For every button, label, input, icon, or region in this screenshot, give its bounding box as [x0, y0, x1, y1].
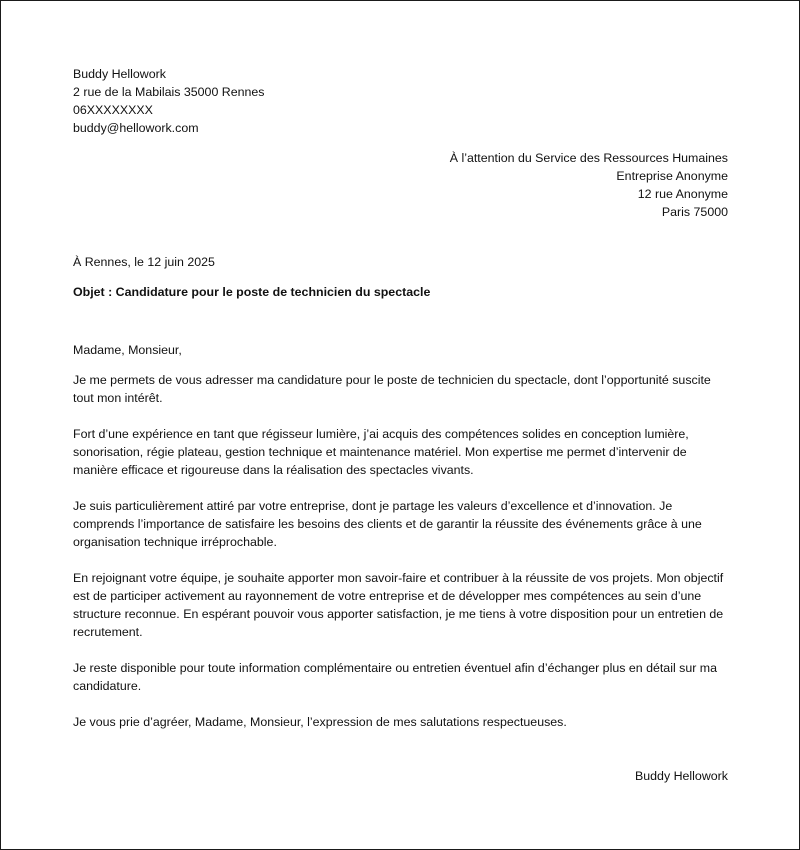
sender-phone: 06XXXXXXXX — [73, 103, 153, 117]
body-paragraph: Je suis particulièrement attiré par votre entreprise, dont je partage les valeurs d’excellence et d’innovation. Je comprends l’importance de satisfaire les besoins des clients et de garantir la réussite des événements grâce à une organisation technique irréprochable. — [73, 499, 702, 549]
date-line: À Rennes, le 12 juin 2025 — [73, 255, 215, 269]
sender-name: Buddy Hellowork — [73, 67, 166, 81]
recipient-company: Entreprise Anonyme — [616, 169, 728, 183]
closing-formula: Je vous prie d’agréer, Madame, Monsieur, l’expression de mes salutations respectueuses. — [73, 715, 567, 729]
recipient-attention: À l’attention du Service des Ressources Humaines — [449, 151, 728, 165]
body-paragraph: Je me permets de vous adresser ma candidature pour le poste de technicien du spectacle, dont l’opportunité suscite tout mon intérêt. — [73, 373, 711, 405]
letter-content — [73, 65, 728, 785]
signature: Buddy Hellowork — [635, 769, 728, 783]
sender-email: buddy@hellowork.com — [73, 121, 199, 135]
recipient-street: 12 rue Anonyme — [637, 187, 728, 201]
sender-block — [73, 65, 728, 137]
body-paragraph: En rejoignant votre équipe, je souhaite apporter mon savoir-faire et contribuer à la réussite de vos projets. Mon objectif est de participer activement au rayonnement de votre entreprise et de développer mes compétences au sein d’une structure reconnue. En espérant pouvoir vous apporter satisfaction, je me tiens à votre disposition pour un entretien de recrutement. — [73, 571, 724, 639]
recipient-city: Paris 75000 — [661, 205, 728, 219]
greeting: Madame, Monsieur, — [73, 343, 182, 357]
body-paragraph: Fort d’une expérience en tant que régisseur lumière, j’ai acquis des compétences solides en conception lumière, sonorisation, régie plateau, gestion technique et maintenance matériel. Mon expertise me permet d’intervenir de manière efficace et rigoureuse dans la réalisation des spectacles vivants. — [73, 427, 689, 477]
subject-line: Objet : Candidature pour le poste de technicien du spectacle — [73, 285, 431, 299]
body-paragraph: Je reste disponible pour toute information complémentaire ou entretien éventuel afin d’échanger plus en détail sur ma candidature. — [73, 661, 718, 693]
sender-address: 2 rue de la Mabilais 35000 Rennes — [73, 85, 265, 99]
recipient-block — [73, 149, 728, 221]
